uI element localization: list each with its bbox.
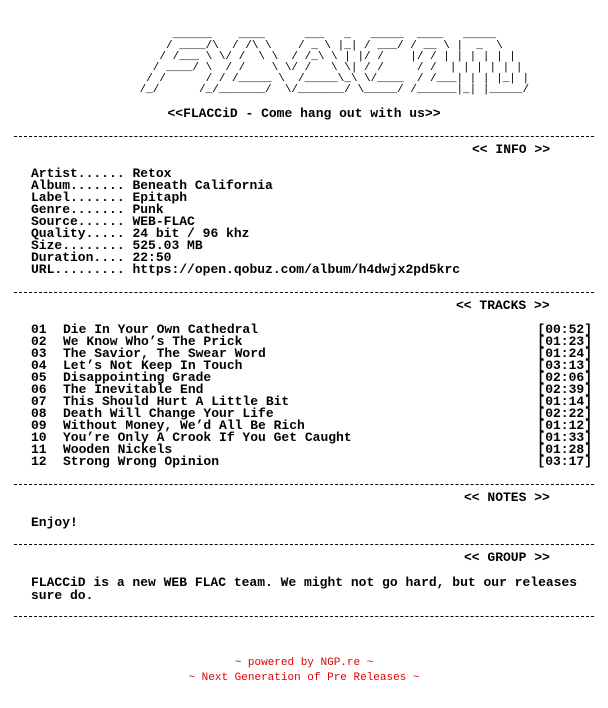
notes-text: Enjoy! [31,515,78,530]
track-title: Die In Your Own Cathedral [63,322,259,337]
track-number: 09 [31,418,47,433]
info-value: Beneath California [132,178,273,193]
track-title: Death Will Change Your Life [63,406,274,421]
powered-by-text: ~ powered by NGP.re ~ [234,657,374,669]
track-title: Wooden Nickels [63,442,173,457]
track-title: The Savior, The Swear Word [63,346,266,361]
info-value: 24 bit / 96 khz [132,226,250,241]
track-number: 04 [31,358,47,373]
track-number: 03 [31,346,47,361]
track-duration: [01:28] [537,442,592,457]
track-duration: [01:23] [537,334,592,349]
track-duration: [00:52] [537,322,592,337]
track-duration: [01:24] [537,346,592,361]
info-value: 525.03 MB [132,238,203,253]
track-duration: [03:13] [537,358,592,373]
track-duration: [02:06] [537,370,592,385]
divider [14,292,594,293]
track-duration: [02:22] [537,406,592,421]
track-title: The Inevitable End [63,382,204,397]
info-label: Label....... [31,190,125,205]
track-number: 12 [31,454,47,469]
track-duration: [03:17] [537,454,592,469]
info-value: Punk [132,202,164,217]
info-label: Duration.... [31,250,125,265]
track-number: 05 [31,370,47,385]
track-title: We Know Who’s The Prick [63,334,243,349]
album-url-link[interactable]: https://open.qobuz.com/album/h4dwjx2pd5krc [132,262,461,277]
track-number: 02 [31,334,47,349]
track-row [31,456,592,468]
info-value: Retox [132,166,172,181]
info-label: URL......... [31,262,125,277]
info-value: WEB-FLAC [132,214,195,229]
info-label: Source...... [31,214,125,229]
track-number: 11 [31,442,47,457]
track-duration: [01:33] [537,430,592,445]
info-row-url [31,264,460,276]
track-title: Let’s Not Keep In Touch [63,358,243,373]
divider [14,136,594,137]
track-number: 10 [31,430,47,445]
track-number: 07 [31,394,47,409]
divider [14,544,594,545]
tagline: <<FLACCiD - Come hang out with us>> [167,106,441,121]
track-number: 01 [31,322,47,337]
info-label: Quality..... [31,226,125,241]
track-title: Disappointing Grade [63,370,212,385]
track-duration: [02:39] [537,382,592,397]
info-label: Size........ [31,238,125,253]
track-number: 06 [31,382,47,397]
track-number: 08 [31,406,47,421]
info-value: Epitaph [132,190,188,205]
track-duration: [01:14] [537,394,592,409]
ngp-tagline: ~ Next Generation of Pre Releases ~ [188,672,420,684]
notes-heading: << NOTES >> [464,490,550,505]
info-value: 22:50 [132,250,172,265]
info-label: Artist...... [31,166,125,181]
track-title: You’re Only A Crook If You Get Caught [63,430,352,445]
divider [14,484,594,485]
group-heading: << GROUP >> [464,550,550,565]
info-heading: << INFO >> [472,142,551,157]
track-title: Without Money, We’d All Be Rich [63,418,305,433]
track-title: Strong Wrong Opinion [63,454,220,469]
divider [14,616,594,617]
group-text: FLACCiD is a new WEB FLAC team. We might not go hard, but our releases sure do. [31,575,578,603]
info-label: Genre....... [31,202,125,217]
track-duration: [01:12] [537,418,592,433]
track-title: This Should Hurt A Little Bit [63,394,290,409]
info-label: Album....... [31,178,125,193]
flaccid-ascii-logo: ______ ____ ___ _ _____ ____ _____ / ____/\ / /\ \ / _ \ |_| / ___/ / __ \ | _ \ / /___ \ \/ / \ \ / /_\ \ | |/ / |/ / | | | | | | / ____/ \ / / \ \/ / \ \| / / / / | | | | | | / / / / /_____ \ /_____\_\ \/____ / /___| | | |_| | /_/ /_/_______/ \/_______/ \_____/ /______|_| |_____/ [139,29,530,96]
tracks-heading: << TRACKS >> [456,298,550,313]
